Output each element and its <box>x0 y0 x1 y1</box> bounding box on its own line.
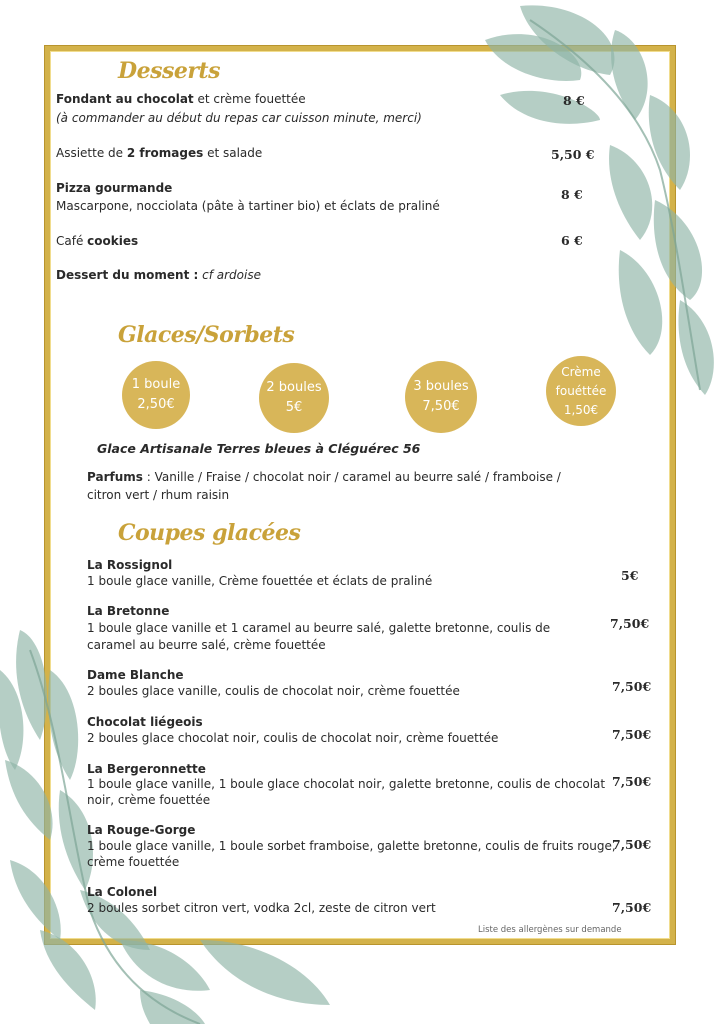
dessert-fromages-name: 2 fromages <box>126 146 204 160</box>
leaves-top-right-decoration <box>460 0 724 400</box>
coupe-colonel-name: La Colonel <box>87 885 158 899</box>
circle-creme-line1: Crème <box>561 364 601 379</box>
circle-1-line1: 1 boule <box>131 377 181 392</box>
coupe-bretonne-price: 7,50€ <box>610 616 650 631</box>
dessert-pizza-name: Pizza gourmande <box>56 181 173 195</box>
dessert-moment <box>56 267 261 284</box>
parfums-line1 <box>87 469 561 486</box>
coupe-bergeronnette-desc1: 1 boule glace vanille, 1 boule glace chocolat noir, galette bretonne, coulis de chocolat <box>87 777 606 791</box>
circle-2-line1: 2 boules <box>266 380 322 395</box>
price-circle-2-boules <box>259 363 329 433</box>
circle-1-line2: 2,50€ <box>137 397 175 412</box>
allergenes-note: Liste des allergènes sur demande <box>478 925 622 935</box>
circle-creme-line2: fouéttée <box>555 383 607 398</box>
coupe-bretonne-desc2: caramel au beurre salé, crème fouettée <box>87 638 326 652</box>
circle-creme-line3: 1,50€ <box>563 402 599 417</box>
circle-2-line2: 5€ <box>285 400 303 415</box>
dessert-cafe <box>56 233 138 250</box>
glaces-title: Glaces/Sorbets <box>118 322 295 348</box>
coupe-rouge-gorge-price: 7,50€ <box>612 837 652 852</box>
coupe-liegeois-price: 7,50€ <box>612 727 652 742</box>
circle-3-line2: 7,50€ <box>422 399 460 414</box>
desserts-title: Desserts <box>118 58 220 84</box>
dessert-moment-rest: cf ardoise <box>198 268 261 282</box>
coupe-bergeronnette-desc2: noir, crème fouettée <box>87 793 211 807</box>
coupe-bergeronnette-price: 7,50€ <box>612 774 652 789</box>
coupe-rossignol-price: 5€ <box>621 568 639 583</box>
dessert-cafe-pre: Café <box>56 234 88 248</box>
coupe-colonel-price: 7,50€ <box>612 900 652 915</box>
coupe-colonel-desc: 2 boules sorbet citron vert, vodka 2cl, zeste de citron vert <box>87 901 436 915</box>
coupe-rossignol-desc: 1 boule glace vanille, Crème fouettée et éclats de praliné <box>87 574 433 588</box>
price-circle-creme <box>546 356 616 426</box>
coupe-rossignol-name: La Rossignol <box>87 558 173 572</box>
parfums-list-1: : Vanille / Fraise / chocolat noir / caramel au beurre salé / framboise / <box>142 470 561 484</box>
coupe-dame-blanche-price: 7,50€ <box>612 679 652 694</box>
dessert-fromages <box>56 145 262 162</box>
price-circle-1-boule <box>122 361 190 429</box>
price-circle-3-boules <box>405 361 477 433</box>
dessert-pizza-desc: Mascarpone, nocciolata (pâte à tartiner bio) et éclats de praliné <box>56 199 440 213</box>
dessert-fondant-name: Fondant au chocolat <box>56 92 194 106</box>
parfums-list-2: citron vert / rhum raisin <box>87 488 230 502</box>
coupes-title: Coupes glacées <box>118 520 301 546</box>
coupe-bretonne-name: La Bretonne <box>87 604 170 618</box>
dessert-cafe-price: 6 € <box>561 233 583 248</box>
coupe-liegeois-name: Chocolat liégeois <box>87 715 203 729</box>
dessert-moment-name: Dessert du moment : <box>56 268 199 282</box>
glace-origin: Glace Artisanale Terres bleues à Cléguérec 56 <box>97 441 421 456</box>
coupe-bergeronnette-name: La Bergeronnette <box>87 762 206 776</box>
dessert-fondant <box>56 91 306 108</box>
dessert-fromages-rest: et salade <box>203 146 263 160</box>
circle-3-line1: 3 boules <box>413 379 469 394</box>
coupe-bretonne-desc1: 1 boule glace vanille et 1 caramel au beurre salé, galette bretonne, coulis de <box>87 621 551 635</box>
dessert-pizza-price: 8 € <box>561 187 583 202</box>
coupe-rouge-gorge-desc1: 1 boule glace vanille, 1 boule sorbet framboise, galette bretonne, coulis de fruits rouge, <box>87 839 616 853</box>
dessert-cafe-name: cookies <box>87 234 139 248</box>
dessert-fromages-price: 5,50 € <box>551 147 595 162</box>
coupe-liegeois-desc: 2 boules glace chocolat noir, coulis de chocolat noir, crème fouettée <box>87 731 499 745</box>
coupe-rouge-gorge-desc2: crème fouettée <box>87 855 180 869</box>
dessert-fondant-note: (à commander au début du repas car cuisson minute, merci) <box>56 111 422 125</box>
dessert-fromages-pre: Assiette de <box>56 146 127 160</box>
dessert-fondant-rest: et crème fouettée <box>193 92 306 106</box>
coupe-dame-blanche-desc: 2 boules glace vanille, coulis de chocolat noir, crème fouettée <box>87 684 460 698</box>
parfums-label: Parfums <box>87 470 143 484</box>
coupe-rouge-gorge-name: La Rouge-Gorge <box>87 823 196 837</box>
dessert-fondant-price: 8 € <box>563 93 585 108</box>
coupe-dame-blanche-name: Dame Blanche <box>87 668 184 682</box>
